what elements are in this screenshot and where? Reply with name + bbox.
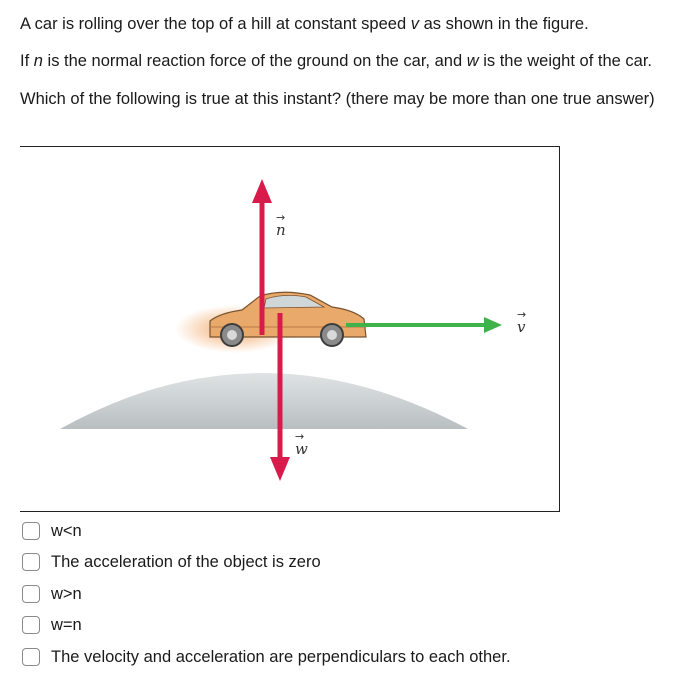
option-label: The velocity and acceleration are perpendiculars to each other. (51, 647, 511, 666)
weight-variable: w (466, 52, 479, 70)
checkbox[interactable] (22, 648, 40, 666)
speed-variable: v (410, 15, 419, 33)
answer-option[interactable] (22, 549, 321, 575)
svg-text:→: → (276, 211, 286, 224)
checkbox[interactable] (22, 522, 40, 540)
answer-option[interactable] (22, 518, 82, 544)
physics-figure (20, 146, 560, 512)
normal-variable: n (33, 52, 43, 70)
option-label: w<n (51, 521, 82, 540)
velocity-arrowhead (484, 317, 502, 333)
question-line-3: Which of the following is true at this instant? (there may be more than one true answer) (20, 90, 655, 108)
normal-arrowhead (252, 179, 272, 203)
question-text: is the normal reaction force of the ground on the car, and (42, 52, 467, 70)
option-label: w>n (51, 584, 82, 603)
checkbox[interactable] (22, 616, 40, 634)
weight-label: w (295, 440, 308, 458)
option-label: w=n (51, 615, 82, 634)
question-text: If (20, 52, 34, 70)
question-text: A car is rolling over the top of a hill at constant speed (20, 15, 411, 33)
svg-text:→: → (517, 308, 527, 321)
figure-canvas (20, 147, 560, 513)
weight-arrowhead (270, 457, 290, 481)
option-label: The acceleration of the object is zero (51, 552, 321, 571)
answer-option[interactable] (22, 644, 511, 670)
checkbox[interactable] (22, 585, 40, 603)
velocity-label: v (517, 318, 526, 336)
normal-label: n (276, 221, 286, 239)
checkbox[interactable] (22, 553, 40, 571)
question-text: is the weight of the car. (478, 52, 652, 70)
question-line-1 (20, 14, 589, 34)
question-line-2 (20, 51, 652, 71)
answer-option[interactable] (22, 581, 82, 607)
question-text: as shown in the figure. (418, 15, 589, 33)
answer-option[interactable] (22, 612, 82, 638)
svg-text:→: → (295, 430, 305, 443)
hill (60, 373, 468, 429)
